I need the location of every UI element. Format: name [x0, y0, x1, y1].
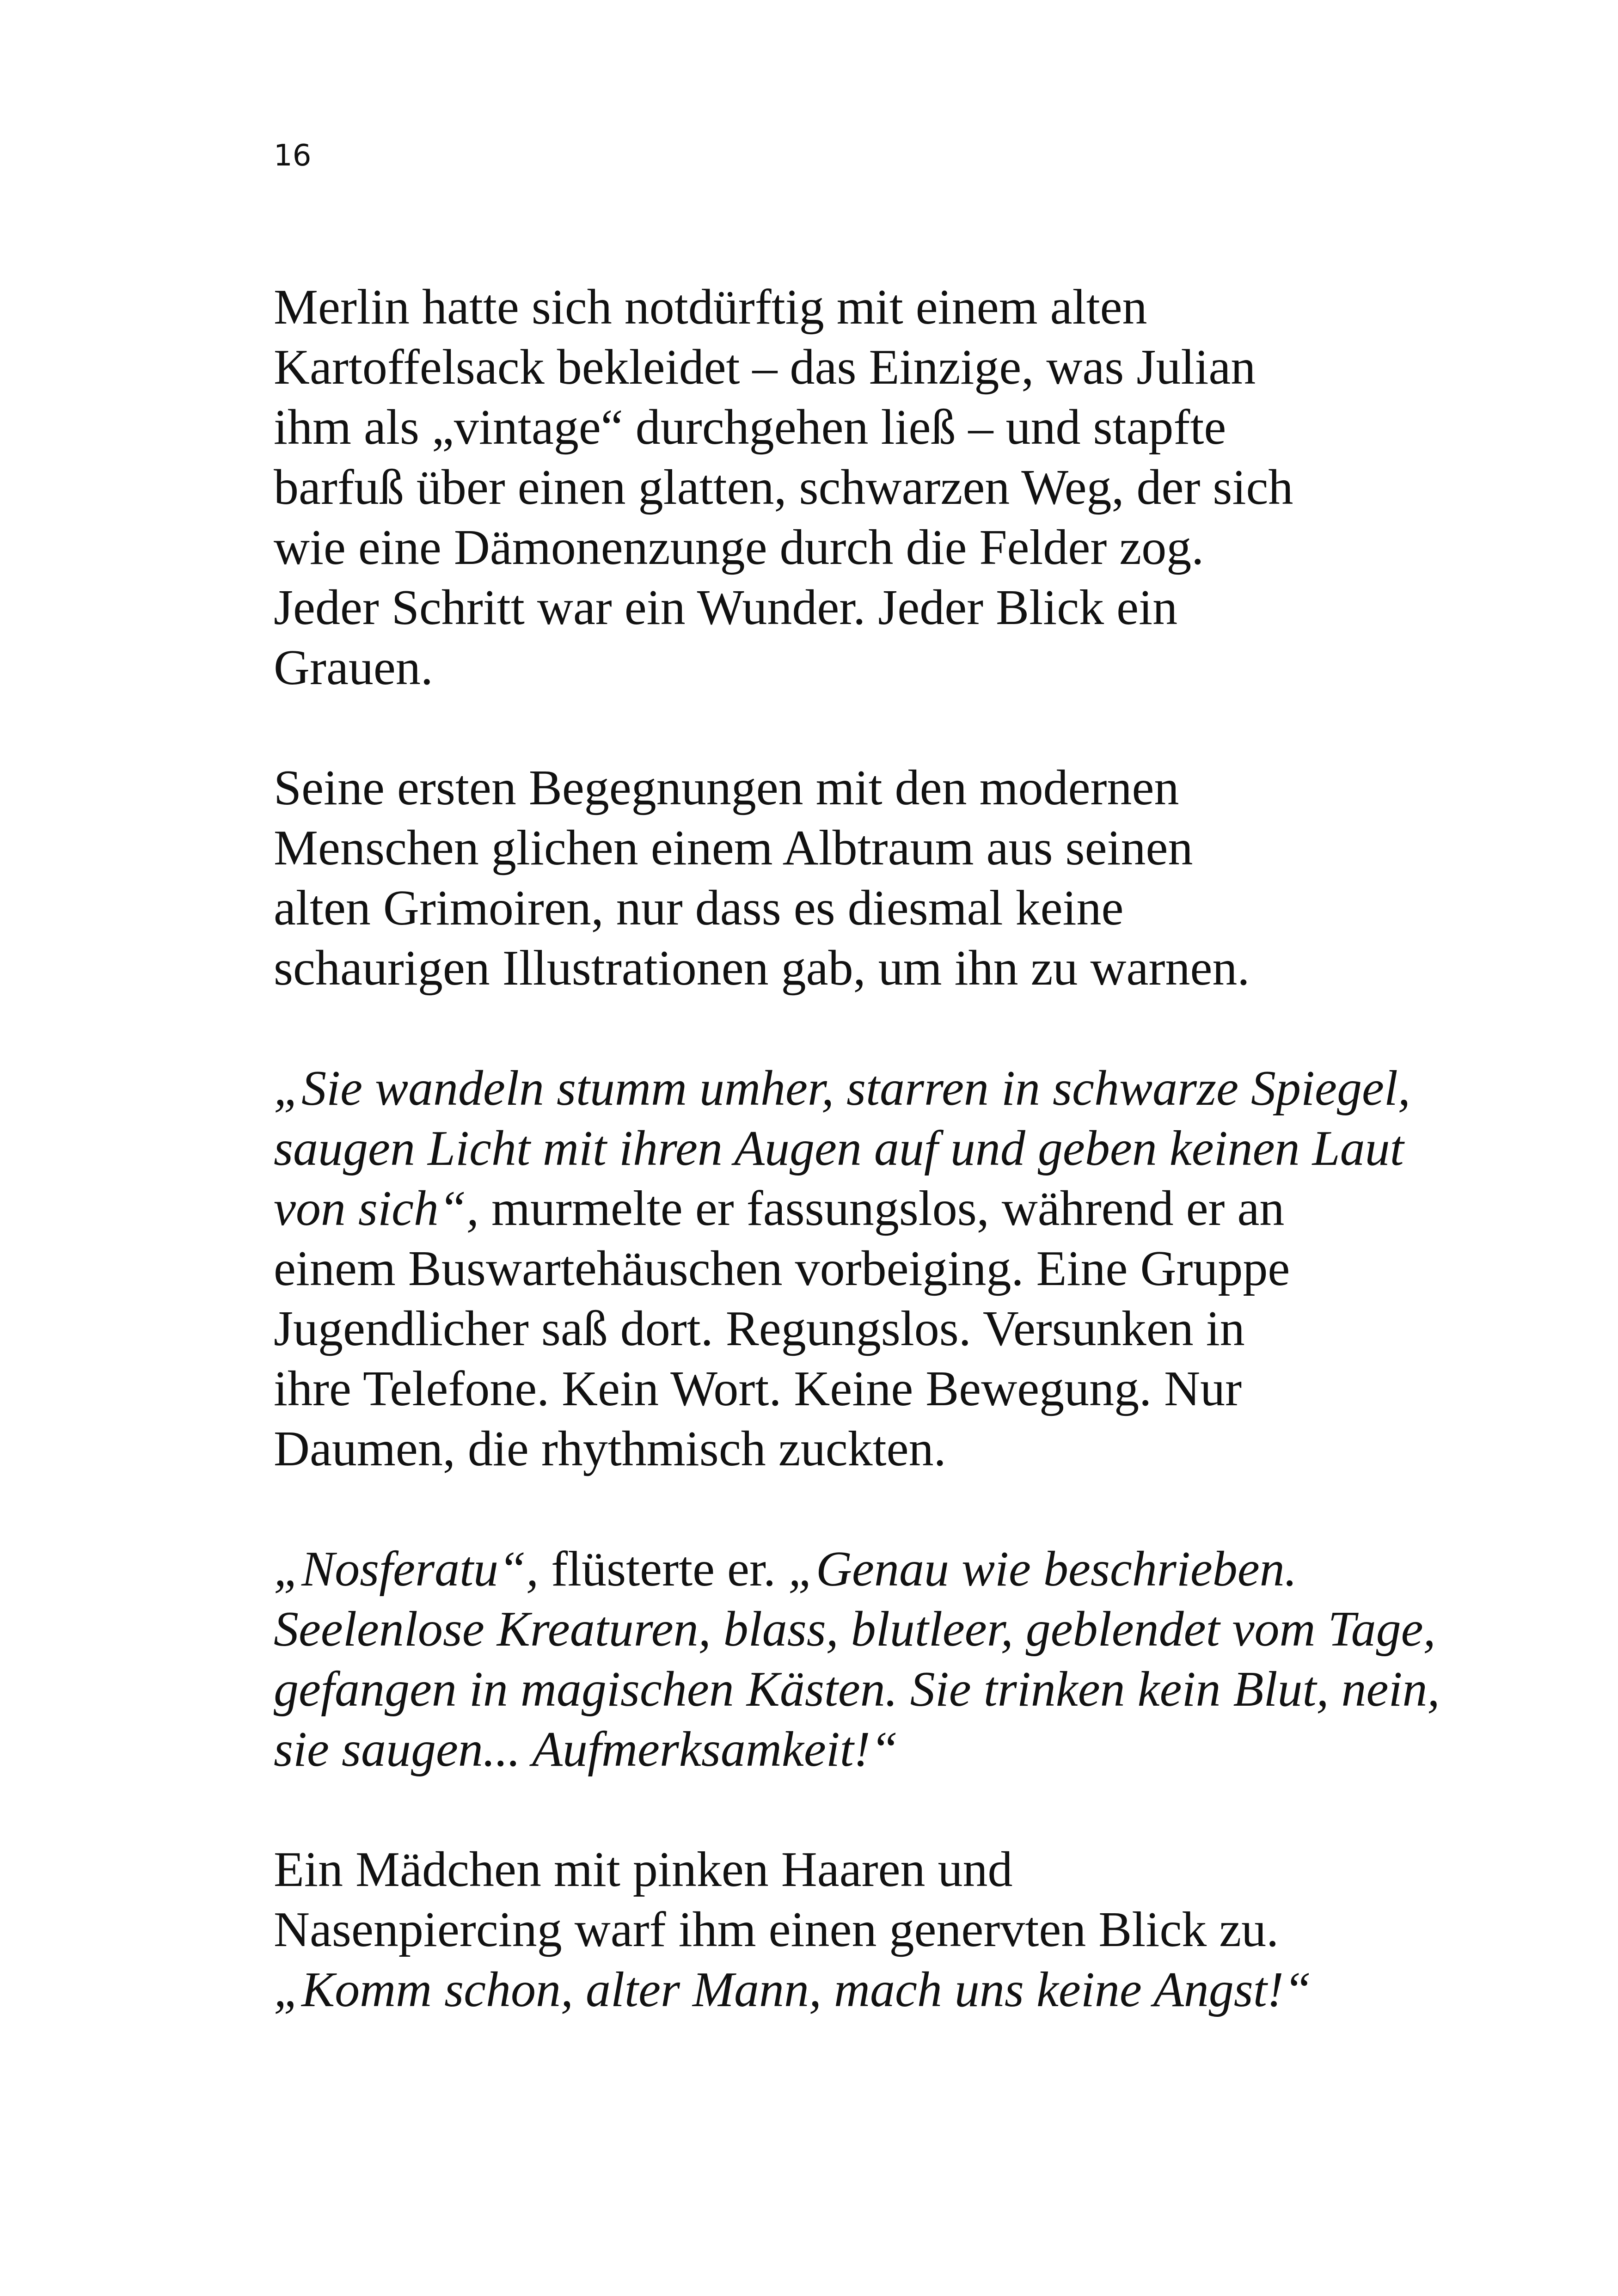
- paragraph: [274, 758, 1383, 998]
- text-line: [274, 1659, 1440, 1720]
- text-run: Nasenpiercing warf ihm einen genervten Blick zu.: [274, 1902, 1279, 1957]
- italic-text: sie saugen... Aufmerksamkeit!“: [274, 1722, 898, 1777]
- text-run: ihre Telefone. Kein Wort. Keine Bewegung. Nur: [274, 1361, 1242, 1416]
- text-line: [274, 1059, 1410, 1119]
- text-run: einem Buswartehäuschen vorbeiging. Eine Gruppe: [274, 1241, 1290, 1296]
- text-line: [274, 398, 1383, 458]
- text-line: [274, 818, 1383, 878]
- text-run: Merlin hatte sich notdürftig mit einem alten: [274, 280, 1147, 335]
- paragraph: [274, 277, 1383, 698]
- text-line: [274, 337, 1383, 398]
- text-line: [274, 1720, 1383, 1780]
- text-line: [274, 1299, 1383, 1359]
- text-run: schaurigen Illustrationen gab, um ihn zu warnen.: [274, 941, 1250, 996]
- text-line: [274, 578, 1383, 638]
- body-text: [274, 277, 1440, 2080]
- text-line: [274, 638, 1383, 698]
- paragraph: [274, 1539, 1440, 1780]
- text-run: Jugendlicher saß dort. Regungslos. Versunken in: [274, 1301, 1245, 1356]
- text-line: [274, 878, 1383, 938]
- text-run: Kartoffelsack bekleidet – das Einzige, was Julian: [274, 340, 1256, 395]
- text-line: [274, 1119, 1404, 1179]
- italic-text: „Sie wandeln stumm umher, starren in schwarze Spiegel,: [274, 1061, 1410, 1116]
- text-line: [274, 518, 1383, 578]
- text-run: Ein Mädchen mit pinken Haaren und: [274, 1842, 1013, 1897]
- italic-text: gefangen in magischen Kästen. Sie trinken kein Blut, nein,: [274, 1662, 1440, 1717]
- text-line: [274, 1960, 1383, 2020]
- italic-text: Seelenlose Kreaturen, blass, blutleer, geblendet vom Tage,: [274, 1602, 1436, 1657]
- italic-text: „Komm schon, alter Mann, mach uns keine Angst!“: [274, 1962, 1312, 2017]
- text-line: [274, 1840, 1383, 1900]
- italic-text: saugen Licht mit ihren Augen auf und geben keinen Laut: [274, 1121, 1404, 1176]
- text-line: [274, 458, 1383, 518]
- text-line: [274, 277, 1383, 337]
- text-run: Menschen glichen einem Albtraum aus seinen: [274, 820, 1193, 876]
- italic-text: „Genau wie beschrieben.: [788, 1542, 1297, 1597]
- italic-text: von sich“,: [274, 1181, 479, 1236]
- text-line: [274, 1599, 1436, 1659]
- text-line: [274, 1239, 1383, 1299]
- text-run: barfuß über einen glatten, schwarzen Weg, der sich: [274, 460, 1293, 515]
- text-run: murmelte er fassungslos, während er an: [478, 1181, 1285, 1236]
- paragraph: [274, 1059, 1410, 1479]
- text-run: alten Grimoiren, nur dass es diesmal keine: [274, 881, 1124, 936]
- text-line: [274, 1359, 1383, 1419]
- text-run: ihm als „vintage“ durchgehen ließ – und stapfte: [274, 400, 1226, 455]
- text-run: wie eine Dämonenzunge durch die Felder zog.: [274, 520, 1204, 575]
- text-line: [274, 1179, 1383, 1239]
- text-run: Seine ersten Begegnungen mit den modernen: [274, 760, 1179, 815]
- italic-text: „Nosferatu“,: [274, 1542, 539, 1597]
- paragraph: [274, 1840, 1383, 2020]
- text-line: [274, 1900, 1383, 1960]
- page-number: 16: [274, 139, 312, 173]
- text-line: [274, 938, 1383, 998]
- text-run: Grauen.: [274, 640, 433, 695]
- text-run: Jeder Schritt war ein Wunder. Jeder Blick ein: [274, 580, 1178, 635]
- text-line: [274, 758, 1383, 818]
- text-line: [274, 1419, 1383, 1479]
- text-run: Daumen, die rhythmisch zuckten.: [274, 1421, 946, 1476]
- text-run: flüsterte er.: [539, 1542, 788, 1597]
- text-line: [274, 1539, 1383, 1599]
